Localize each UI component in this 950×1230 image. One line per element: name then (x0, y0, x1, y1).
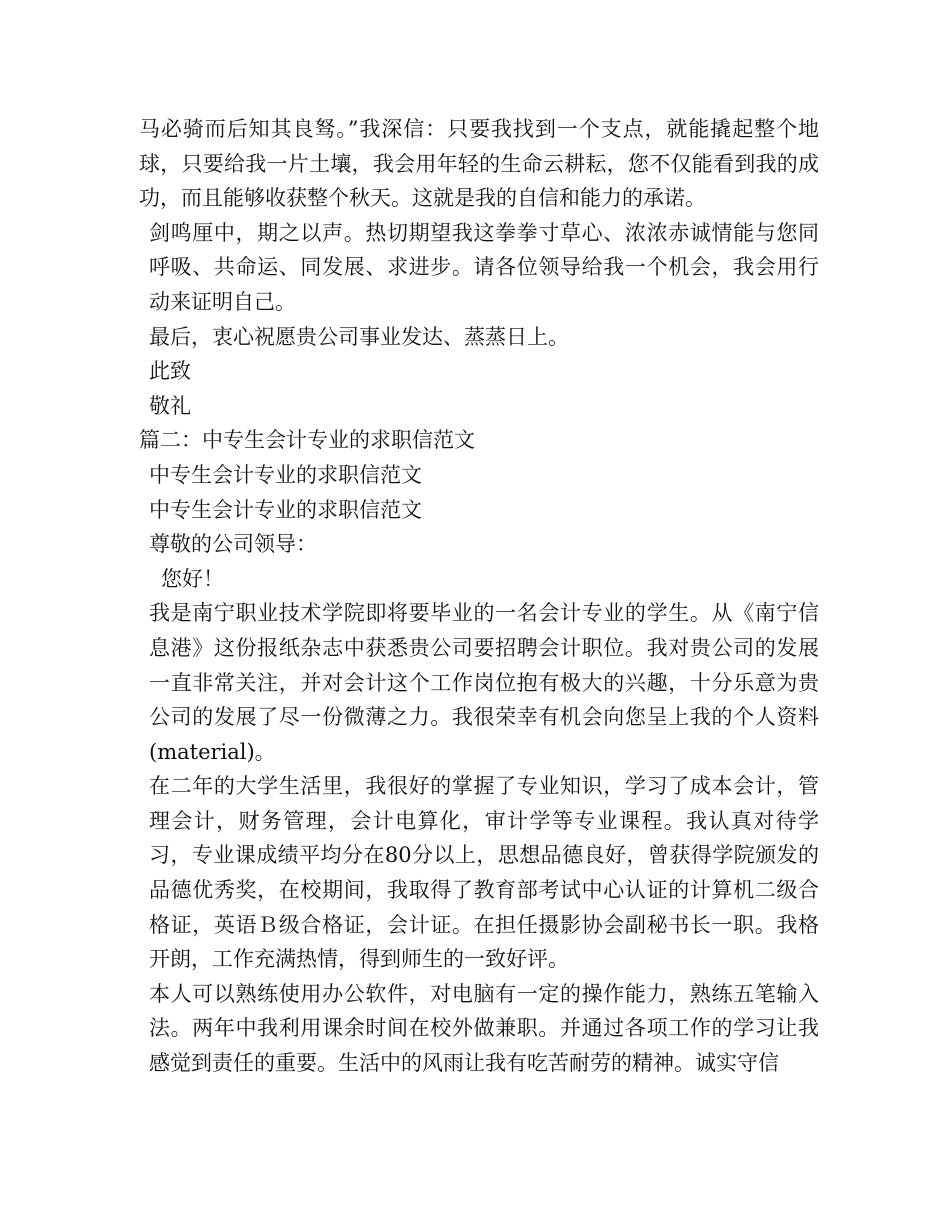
salutation-jingli: 敬礼 (149, 393, 191, 418)
salutation-cizhi: 此致 (149, 359, 191, 384)
paragraph-wishes: 最后，衷心祝愿贵公司事业发达、蒸蒸日上。 (149, 324, 569, 349)
section-heading: 篇二：中专生会计专业的求职信范文 (139, 428, 475, 453)
paragraph-education: 在二年的大学生活里，我很好的掌握了专业知识，学习了成本会计，管理会计，财务管理，会计电算化，审计学等专业课程。我认真对待学习，专业课成绩平均分在80分以上，思想品德良好，曾获得学院颁发的品德优秀奖，在校期间，我取得了教育部考试中心认证的计算机二级合格证，英语Ｂ级合格证，会计证。在担任摄影协会副秘书长一职。我格开朗，工作充满热情，得到师生的一致好评。 (149, 774, 819, 972)
paragraph-introduction: 我是南宁职业技术学院即将要毕业的一名会计专业的学生。从《南宁信息港》这份报纸杂志中获悉贵公司要招聘会计职位。我对贵公司的发展一直非常关注，并对会计这个工作岗位抱有极大的兴趣，十分乐意为贵公司的发展了尽一份微薄之力。我很荣幸有机会向您呈上我的个人资料(material)。 (149, 601, 819, 764)
paragraph-hope: 剑鸣厘中，期之以声。热切期望我这拳拳寸草心、浓浓赤诚情能与您同呼吸、共命运、同发展、求进步。请各位领导给我一个机会，我会用行动来证明自己。 (149, 220, 819, 314)
paragraph-closing-argument: 马必骑而后知其良驽。”我深信：只要我找到一个支点，就能撬起整个地球，只要给我一片土壤，我会用年轻的生命云耕耘，您不仅能看到我的成功，而且能够收获整个秋天。这就是我的自信和能力的承诺。 (139, 117, 819, 211)
letter-title-repeat: 中专生会计专业的求职信范文 (149, 497, 422, 522)
letter-greeting: 尊敬的公司领导： (149, 532, 317, 557)
paragraph-skills: 本人可以熟练使用办公软件，对电脑有一定的操作能力，熟练五笔输入法。两年中我利用课余时间在校外做兼职。并通过各项工作的学习让我感觉到责任的重要。生活中的风雨让我有吃苦耐劳的精神。诚实守信 (149, 981, 819, 1076)
letter-title: 中专生会计专业的求职信范文 (149, 462, 422, 487)
document-body (139, 112, 819, 1081)
letter-hello: 您好！ (161, 566, 224, 591)
